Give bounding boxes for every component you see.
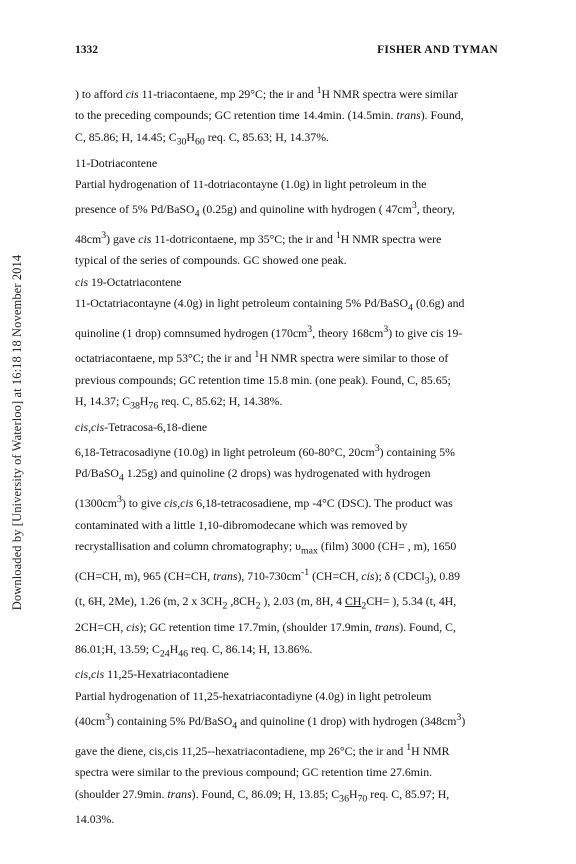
running-title: FISHER AND TYMAN — [377, 44, 498, 56]
text-line: quinoline (1 drop) comnsumed hydrogen ($170cm^3$, theory $168cm^3$) to give cis 19- — [75, 323, 463, 340]
text-line: 14.03%. — [75, 812, 115, 827]
text-line: previous compounds; GC retention time 15.8 min. (one peak). Found, C, 85.65; — [75, 372, 451, 387]
text-line: cis,cis-Tetracosa-6,18-diene — [75, 419, 208, 434]
text-line: Pd/BaSO$_4$ 1.25g) and quinoline (2 drops) was hydrogenated with hydrogen — [75, 466, 431, 484]
text-line: cis 19-Octatriacontene — [75, 274, 182, 289]
text-line: octatriacontaene, mp 53°C; the ir and $^1$H NMR spectra were similar to those of — [75, 349, 449, 366]
text-line: typical of the series of compounds. GC showed one peak. — [75, 253, 347, 268]
page-number: 1332 — [75, 44, 98, 56]
text-line: $48cm^3$) gave cis 11-dotricontaene, mp 35°C; the ir and $^1$H NMR spectra were — [75, 230, 442, 246]
text-line: C, 85.86; H, 14.45; $C_{30}H_{60}$ req. C, 85.63; H, 14.37%. — [75, 129, 329, 148]
text-line: cis,cis 11,25-Hexatriacontadiene — [75, 667, 229, 682]
text-line: presence of 5% Pd/BaSO$_4$ (0.25g) and quinoline with hydrogen ( $47cm^3$, theory, — [75, 200, 455, 220]
text-line: spectra were similar to the previous compound; GC retention time 27.6min. — [75, 765, 433, 780]
text-line: 6,18-Tetracosadiyne (10.0g) in light petroleum (60-80°C, $20cm^3$) containing 5% — [75, 443, 456, 460]
text-line: H, 14.37; $C_{38}H_{76}$ req. C, 85.62; H, 14.38%. — [75, 393, 283, 412]
text-line: to the preceding compounds; GC retention time 14.4min. (14.5min. trans). Found, — [75, 108, 464, 123]
text-line: 2CH=CH, cis); GC retention time 17.7min, (shoulder 17.9min, trans). Found, C, — [75, 620, 456, 635]
text-line: gave the diene, cis,cis 11,25--hexatriacontadiene, mp 26°C; the ir and $^1$H NMR — [75, 741, 450, 758]
text-line: 11-Dotriacontene — [75, 155, 158, 170]
download-note-text: Downloaded by [University of Waterloo] at 16:18 18 November 2014 — [10, 254, 25, 610]
text-line: (shoulder 27.9min. trans). Found, C, 86.09; H, 13.85; $C_{36}H_{70}$ req. C, 85.97; H, — [75, 786, 450, 804]
article-body — [75, 80, 498, 831]
download-watermark — [4, 0, 32, 864]
text-line: ) to afford cis 11-triacontaene, mp 29°C; the ir and $^1$H NMR spectra were similar — [75, 85, 458, 101]
text-line: Partial hydrogenation of 11,25-hexatriacontadiyne (4.0g) in light petroleum — [75, 688, 432, 703]
text-line: $(40cm^3)$ containing 5% Pd/BaSO$_4$ and quinoline (1 drop) with hydrogen $(348cm^3)$ — [75, 712, 466, 732]
text-line: (t, 6H, 2Me), 1.26 (m, 2 x $3CH_2$ $,8CH_2$ ), 2.03 (m, 8H, 4 $CH_2CH=$ ), 5.34 (t, 4H, — [75, 594, 457, 612]
text-line: contaminated with a little 1,10-dibromodecane which was removed by — [75, 517, 408, 532]
text-line: 11-Octatriacontayne (4.0g) in light petroleum containing 5% Pd/BaSO$_4$ (0.6g) and — [75, 296, 465, 314]
text-line: 86.01;H, 13.59; $C_{24}H_{46}$ req. C, 86.14; H, 13.86%. — [75, 641, 313, 659]
text-line: Partial hydrogenation of 11-dotriacontayne (1.0g) in light petroleum in the — [75, 176, 427, 191]
text-line: (CH=CH, m), 965 (CH=CH, trans), $710-730cm^{-1}$ (CH=CH, cis); δ (CDCl$_3$), 0.89 — [75, 566, 461, 587]
page-header — [75, 44, 498, 56]
text-line: $(1300cm^3)$ to give cis,cis 6,18-tetracosadiene, mp -4°C (DSC). The product was — [75, 494, 453, 511]
text-line: recrystallisation and column chromatography; $\upsilon_{max}$ (film) 3000 (CH= , m), 1650 — [75, 538, 457, 557]
